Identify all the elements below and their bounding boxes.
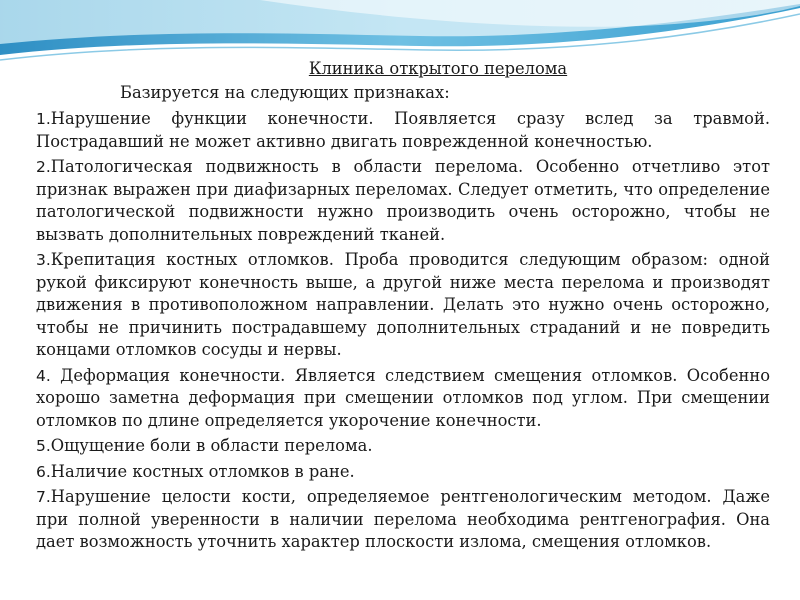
slide-title: Клиника открытого перелома bbox=[308, 59, 568, 78]
item-text: Наличие костных отломков в ране. bbox=[50, 461, 355, 481]
list-item bbox=[36, 461, 770, 484]
item-text: Ощущение боли в области перелома. bbox=[50, 436, 373, 455]
item-number: 4. bbox=[36, 366, 51, 385]
list-item bbox=[36, 365, 770, 433]
item-number: 6. bbox=[36, 462, 51, 481]
list-item bbox=[36, 435, 770, 458]
item-text: Нарушение функции конечности. Появляется сразу вслед за травмой. Пострадавший не может активно двигать поврежденной конечностью. bbox=[36, 109, 770, 151]
item-number: 3. bbox=[36, 251, 51, 269]
item-number: 7. bbox=[36, 488, 51, 506]
slide-subtitle: Базируется на следующих признаках: bbox=[120, 82, 450, 102]
list-item bbox=[36, 156, 770, 246]
list-item bbox=[36, 249, 770, 362]
item-text: Нарушение целости кости, определяемое рентгенологическим методом. Даже при полной уверенности в наличии перелома необходима рентгенография. Она дает возможность уточнить характер плоскости излома, смещения отломков. bbox=[36, 487, 770, 551]
list-item bbox=[36, 486, 770, 554]
item-text: Крепитация костных отломков. Проба проводится следующим образом: одной рукой фиксируют конечность выше, а другой ниже места перелома и производят движения в противоположном направлении. Делать это нужно очень осторожно, чтобы не причинить пострадавшему дополнительных страданий и не повредить концами отломков сосуды и нервы. bbox=[36, 250, 770, 359]
item-text: Патологическая подвижность в области перелома. Особенно отчетливо этот признак выражен при диафизарных переломах. Следует отметить, что определение патологической подвижности нужно производить очень осторожно, чтобы не вызвать дополнительных повреждений тканей. bbox=[36, 157, 770, 244]
item-number: 5. bbox=[36, 437, 51, 455]
item-number: 2. bbox=[36, 158, 51, 176]
item-text: Деформация конечности. Является следствием смещения отломков. Особенно хорошо заметна деформация при смещении отломков под углом. При смещении отломков по длине определяется укорочение конечности. bbox=[36, 365, 770, 430]
list-item bbox=[36, 108, 770, 153]
slide-content bbox=[36, 58, 770, 557]
item-number: 1. bbox=[36, 110, 51, 128]
